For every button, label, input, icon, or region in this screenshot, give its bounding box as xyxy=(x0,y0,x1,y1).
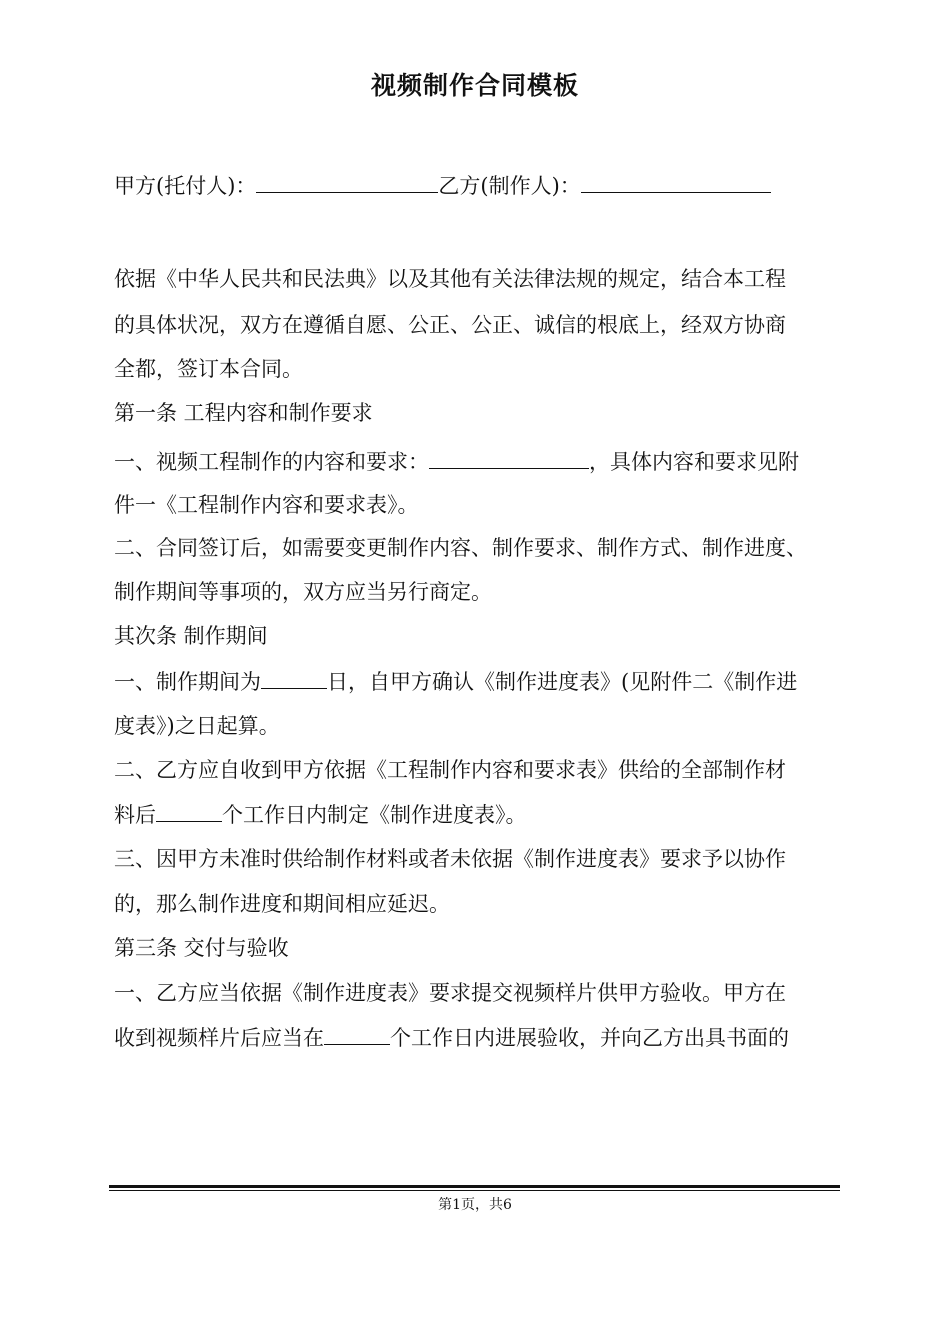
article-1-item-1-suffix: ，具体内容和要求见附 xyxy=(589,450,799,474)
article-2-item-3-line-2: 的，那么制作进度和期间相应延迟。 xyxy=(114,892,450,916)
period-days-blank xyxy=(261,666,327,689)
article-2-item-2-prefix: 料后 xyxy=(114,803,156,827)
content-blank xyxy=(429,446,589,469)
article-3-item-1-line-1: 一、乙方应当依据《制作进度表》要求提交视频样片供甲方验收。甲方在 xyxy=(114,981,786,1005)
page-number: 第1页，共6 xyxy=(438,1197,512,1213)
article-2-item-1 xyxy=(114,666,797,697)
party-b-label: 乙方(制作人)： xyxy=(438,174,581,198)
article-1-heading: 第一条 工程内容和制作要求 xyxy=(114,401,373,425)
article-1-item-1-prefix: 一、视频工程制作的内容和要求： xyxy=(114,450,429,474)
intro-line-1: 依据《中华人民共和民法典》以及其他有关法律法规的规定，结合本工程 xyxy=(114,267,786,291)
intro-line-2: 的具体状况，双方在遵循自愿、公正、公正、诚信的根底上，经双方协商 xyxy=(114,313,786,337)
workdays-blank xyxy=(156,799,222,822)
party-a-label: 甲方(托付人)： xyxy=(114,174,257,198)
article-3-item-1-line-2 xyxy=(114,1022,789,1053)
article-2-item-2-suffix: 个工作日内制定《制作进度表》。 xyxy=(222,803,527,827)
article-2-item-1-line-2: 度表》)之日起算。 xyxy=(114,714,280,738)
article-1-item-2-line-1: 二、合同签订后，如需要变更制作内容、制作要求、制作方式、制作进度、 xyxy=(114,536,807,560)
intro-line-3: 全都，签订本合同。 xyxy=(114,357,303,381)
article-2-item-2-line-2 xyxy=(114,799,527,830)
article-1-item-1 xyxy=(114,446,799,477)
article-3-heading: 第三条 交付与验收 xyxy=(114,936,289,960)
footer-rule-thin xyxy=(109,1190,840,1191)
acceptance-days-blank xyxy=(324,1022,390,1045)
article-3-item-1-prefix: 收到视频样片后应当在 xyxy=(114,1026,324,1050)
document-title: 视频制作合同模板 xyxy=(370,71,579,100)
article-2-heading: 其次条 制作期间 xyxy=(114,624,268,648)
article-1-item-2-line-2: 制作期间等事项的，双方应当另行商定。 xyxy=(114,580,492,604)
party-b-blank xyxy=(581,170,771,193)
article-2-item-2-line-1: 二、乙方应自收到甲方依据《工程制作内容和要求表》供给的全部制作材 xyxy=(114,758,786,782)
footer-rule xyxy=(109,1185,840,1188)
article-2-item-1-suffix: 日，自甲方确认《制作进度表》(见附件二《制作进 xyxy=(327,670,798,694)
article-2-item-1-prefix: 一、制作期间为 xyxy=(114,670,261,694)
parties-line xyxy=(114,170,771,201)
party-a-blank xyxy=(256,170,438,193)
article-1-item-1-line-2: 件一《工程制作内容和要求表》。 xyxy=(114,493,419,517)
article-3-item-1-suffix: 个工作日内进展验收，并向乙方出具书面的 xyxy=(390,1026,789,1050)
article-2-item-3-line-1: 三、因甲方未准时供给制作材料或者未依据《制作进度表》要求予以协作 xyxy=(114,847,786,871)
